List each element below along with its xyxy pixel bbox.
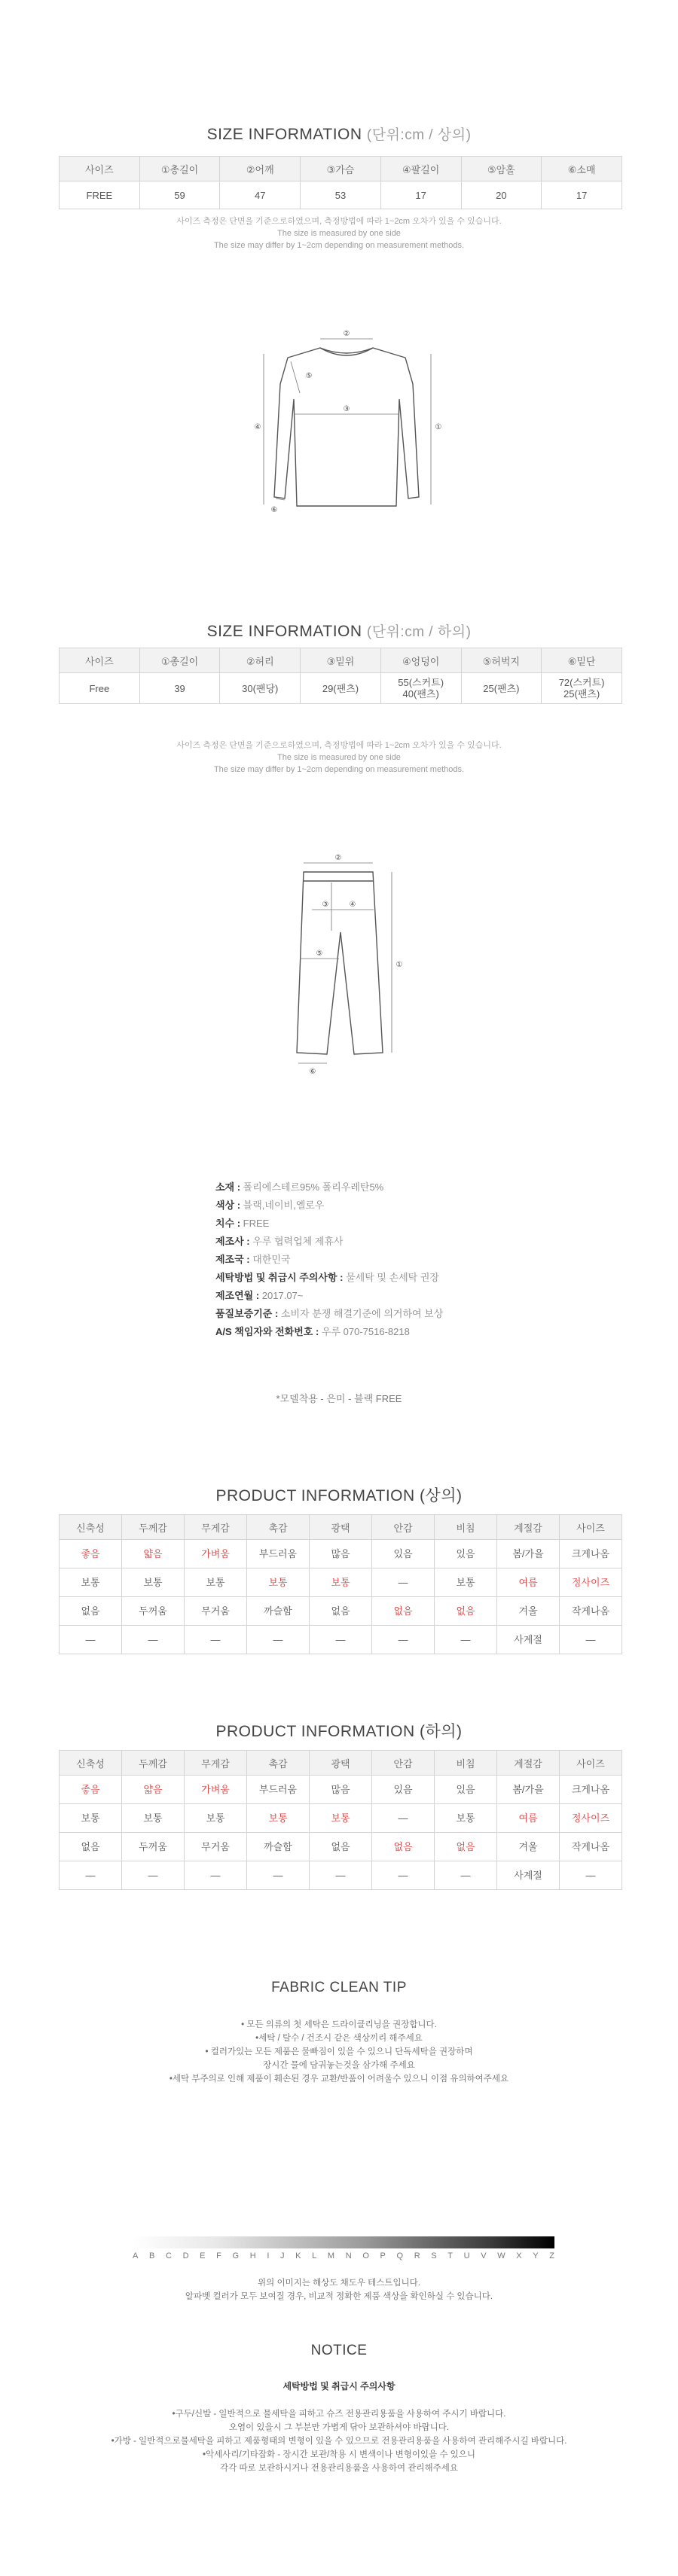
table-header-cell: 촉감 — [247, 1515, 310, 1540]
table-cell: — — [247, 1861, 310, 1890]
fabric-tip-line: •세탁 부주의로 인해 제품이 훼손된 경우 교환/반품이 어려울수 있으니 이점 유의하여주세요 — [169, 2075, 509, 2084]
table-row — [60, 1597, 622, 1626]
table-cell: — — [185, 1626, 247, 1654]
detail-value: 소비자 분쟁 해결기준에 의거하여 보상 — [278, 1308, 444, 1319]
table-cell: 있음 — [435, 1776, 497, 1804]
table-cell: 있음 — [435, 1540, 497, 1568]
color-note-line: 알파벳 컬러가 모두 보여질 경우, 비교적 정확한 제품 색상을 확인하실 수 있습니다. — [185, 2292, 493, 2301]
table-cell: — — [560, 1626, 622, 1654]
table-cell: 가벼움 — [185, 1776, 247, 1804]
color-note-line: 위의 이미지는 해상도 채도우 테스트입니다. — [258, 2279, 420, 2288]
table-cell: 보통 — [185, 1804, 247, 1833]
table-row — [60, 1776, 622, 1804]
product-details — [215, 1178, 637, 1341]
product-bottom-title: PRODUCT INFORMATION (하의) — [215, 1723, 463, 1740]
table-cell: 두꺼움 — [122, 1597, 185, 1626]
table-cell: — — [60, 1626, 122, 1654]
table-cell: 작게나옴 — [560, 1833, 622, 1861]
top-diagram-label-2: ② — [343, 330, 350, 338]
notice-subtitle: 세탁방법 및 취급시 주의사항 — [282, 2381, 396, 2392]
detail-value: 우루 협력업체 제휴사 — [249, 1236, 344, 1247]
table-header-cell: 신축성 — [60, 1515, 122, 1540]
table-cell: — — [372, 1626, 435, 1654]
table-header-cell: 사이즈 — [560, 1751, 622, 1776]
top-size-note-en-1: The size is measured by one side — [277, 229, 401, 238]
table-cell: 55(스커트) 40(팬츠) — [380, 673, 461, 704]
model-note: *모델착용 - 은미 - 블랙 FREE — [276, 1393, 402, 1404]
table-cell: 무거움 — [185, 1597, 247, 1626]
detail-label: 세탁방법 및 취급시 주의사항 : — [215, 1272, 344, 1283]
table-row — [60, 1540, 622, 1568]
table-cell: — — [560, 1861, 622, 1890]
table-header-cell: 무게감 — [185, 1515, 247, 1540]
table-cell: 20 — [461, 181, 542, 209]
notice-line: •구두/신발 - 일반적으로 물세탁을 피하고 슈즈 전용관리용품을 사용하여 주시기 바랍니다. — [172, 2410, 506, 2419]
table-cell: 여름 — [497, 1804, 560, 1833]
table-cell: 얇음 — [122, 1540, 185, 1568]
table-row — [60, 1804, 622, 1833]
table-cell: 29(팬츠) — [301, 673, 381, 704]
bottom-size-note-en-1: The size is measured by one side — [277, 753, 401, 762]
top-size-table — [59, 156, 622, 209]
pants-diagram-label-4: ④ — [349, 901, 356, 909]
table-header-cell: 두께감 — [122, 1515, 185, 1540]
bottom-size-title-text: SIZE INFORMATION — [206, 623, 362, 640]
color-letter: U — [463, 2251, 470, 2260]
color-letter: J — [280, 2251, 285, 2260]
detail-value: 2017.07~ — [259, 1290, 304, 1301]
color-letter: C — [165, 2251, 172, 2260]
bottom-size-section — [0, 620, 678, 641]
table-header-cell: 비침 — [435, 1515, 497, 1540]
table-cell: 없음 — [60, 1833, 122, 1861]
color-letter: F — [216, 2251, 221, 2260]
top-size-section — [0, 123, 678, 144]
table-header-cell: ④팔길이 — [380, 157, 461, 181]
detail-line — [215, 1215, 637, 1233]
table-cell: Free — [60, 673, 140, 704]
table-cell: 여름 — [497, 1568, 560, 1597]
table-header-cell: ⑤암홀 — [461, 157, 542, 181]
color-gradient-bar — [133, 2236, 554, 2248]
pants-diagram-label-2: ② — [334, 854, 342, 862]
table-header-cell: 계절감 — [497, 1515, 560, 1540]
bottom-size-note-ko: 사이즈 측정은 단면을 기준으로하였으며, 측정방법에 따라 1~2cm 오차가 있을 수 있습니다. — [176, 741, 502, 750]
table-header-cell: ⑤허벅지 — [461, 648, 542, 673]
top-size-notes — [0, 215, 678, 252]
table-header-cell: ①총길이 — [139, 648, 220, 673]
color-letter: E — [200, 2251, 206, 2260]
table-cell: 보통 — [435, 1568, 497, 1597]
pants-diagram-label-1: ① — [396, 961, 403, 969]
top-size-title — [0, 123, 678, 144]
table-header-cell: 무게감 — [185, 1751, 247, 1776]
bottom-size-table — [59, 648, 622, 704]
table-header-row — [60, 1751, 622, 1776]
detail-label: A/S 책임자와 전화번호 : — [215, 1326, 319, 1337]
table-cell: 부드러움 — [247, 1540, 310, 1568]
table-cell: 39 — [139, 673, 220, 704]
top-diagram-label-6: ⑥ — [270, 506, 278, 514]
fabric-tip-line: •세탁 / 탈수 / 건조시 같은 색상끼리 해주세요 — [255, 2034, 423, 2043]
fabric-tip-line: 장시간 물에 담궈놓는것을 삼가해 주세요 — [263, 2061, 415, 2070]
color-letter: Q — [396, 2251, 404, 2260]
table-header-row — [60, 157, 622, 181]
table-cell: 없음 — [372, 1833, 435, 1861]
table-cell: 17 — [380, 181, 461, 209]
top-diagram-label-3: ③ — [343, 405, 350, 413]
bottom-size-unit: (단위:cm / 하의) — [366, 624, 472, 640]
detail-label: 색상 : — [215, 1200, 241, 1211]
notice-line: •가방 - 일반적으로물세탁을 피하고 제품형태의 변형이 있을 수 있으므로 전용관리용품을 사용하여 관리해주시길 바랍니다. — [111, 2437, 567, 2446]
detail-label: 소재 : — [215, 1181, 241, 1193]
color-letter: W — [497, 2251, 505, 2260]
color-letter: H — [249, 2251, 256, 2260]
table-cell: 겨울 — [497, 1597, 560, 1626]
detail-value: 블랙,네이비,옐로우 — [240, 1200, 325, 1211]
table-cell: 보통 — [435, 1804, 497, 1833]
table-header-cell: 안감 — [372, 1515, 435, 1540]
top-diagram-label-5: ⑤ — [305, 372, 313, 380]
top-diagram-label-4: ④ — [254, 423, 261, 431]
table-cell: 보통 — [247, 1804, 310, 1833]
table-header-cell: 촉감 — [247, 1751, 310, 1776]
table-cell: 있음 — [372, 1776, 435, 1804]
table-cell: 30(팬당) — [220, 673, 301, 704]
top-garment-diagram — [241, 324, 452, 527]
color-letter: R — [414, 2251, 420, 2260]
table-cell: — — [435, 1861, 497, 1890]
table-cell: 무거움 — [185, 1833, 247, 1861]
table-header-cell: 안감 — [372, 1751, 435, 1776]
detail-value: 물세탁 및 손세탁 권장 — [343, 1272, 439, 1283]
detail-value: 우루 070-7516-8218 — [319, 1326, 410, 1337]
detail-line — [215, 1178, 637, 1197]
table-header-cell: 신축성 — [60, 1751, 122, 1776]
color-notes — [0, 2276, 678, 2303]
color-letter: O — [362, 2251, 369, 2260]
table-header-row — [60, 648, 622, 673]
pants-diagram-label-6: ⑥ — [309, 1068, 316, 1075]
color-letter: T — [447, 2251, 454, 2260]
pants-diagram-label-5: ⑤ — [316, 950, 323, 958]
detail-line — [215, 1287, 637, 1305]
table-cell: 없음 — [310, 1597, 372, 1626]
top-size-unit: (단위:cm / 상의) — [366, 127, 472, 143]
table-cell: 까슬함 — [247, 1597, 310, 1626]
table-cell: 없음 — [310, 1833, 372, 1861]
table-cell: — — [435, 1626, 497, 1654]
notice-line: 각각 따로 보관하시거나 전용관리용품을 사용하여 관리해주세요 — [220, 2464, 458, 2473]
color-letter: A — [133, 2251, 139, 2260]
detail-label: 제조국 : — [215, 1254, 250, 1265]
detail-value: FREE — [240, 1218, 270, 1229]
color-letter: S — [431, 2251, 437, 2260]
table-cell: 크게나옴 — [560, 1776, 622, 1804]
product-bottom-table — [59, 1750, 622, 1890]
table-row — [60, 1626, 622, 1654]
table-cell: 72(스커트) 25(팬츠) — [542, 673, 622, 704]
color-letter: D — [182, 2251, 189, 2260]
table-cell: 봄/가을 — [497, 1776, 560, 1804]
notice-line: 오염이 있을시 그 부분만 가볍게 닦아 보관하셔야 바랍니다. — [228, 2423, 450, 2432]
top-size-note-en-2: The size may differ by 1~2cm depending on measurement methods. — [213, 241, 465, 250]
table-cell: FREE — [60, 181, 140, 209]
table-cell: 보통 — [60, 1568, 122, 1597]
detail-label: 치수 : — [215, 1218, 241, 1229]
table-cell: — — [310, 1861, 372, 1890]
table-cell: 있음 — [372, 1540, 435, 1568]
table-cell: 부드러움 — [247, 1776, 310, 1804]
table-header-cell: ⑥소매 — [542, 157, 622, 181]
table-cell: 좋음 — [60, 1776, 122, 1804]
table-cell: 47 — [220, 181, 301, 209]
table-header-cell: ①총길이 — [139, 157, 220, 181]
color-letter: G — [232, 2251, 240, 2260]
table-header-cell: ②허리 — [220, 648, 301, 673]
table-cell: 53 — [301, 181, 381, 209]
table-cell: 크게나옴 — [560, 1540, 622, 1568]
table-header-cell: ③가슴 — [301, 157, 381, 181]
detail-label: 품질보증기준 : — [215, 1308, 279, 1319]
table-row — [60, 1568, 622, 1597]
color-letter: N — [345, 2251, 352, 2260]
detail-line — [215, 1323, 637, 1341]
table-header-cell: 두께감 — [122, 1751, 185, 1776]
top-size-title-text: SIZE INFORMATION — [206, 126, 362, 143]
color-letter: P — [380, 2251, 386, 2260]
color-letter: V — [481, 2251, 487, 2260]
bottom-size-title — [0, 620, 678, 641]
table-header-cell: ②어깨 — [220, 157, 301, 181]
table-cell: 까슬함 — [247, 1833, 310, 1861]
product-top-title: PRODUCT INFORMATION (상의) — [215, 1487, 463, 1504]
detail-value: 대한민국 — [249, 1254, 291, 1265]
table-cell: — — [372, 1568, 435, 1597]
table-cell: 봄/가을 — [497, 1540, 560, 1568]
color-letter: Y — [533, 2251, 539, 2260]
table-cell: 얇음 — [122, 1776, 185, 1804]
table-header-cell: ③밑위 — [301, 648, 381, 673]
table-header-cell: 광택 — [310, 1751, 372, 1776]
table-cell: 사계절 — [497, 1626, 560, 1654]
color-letter: L — [312, 2251, 317, 2260]
pants-diagram-label-3: ③ — [322, 901, 329, 909]
table-cell: 많음 — [310, 1776, 372, 1804]
table-header-cell: ⑥밑단 — [542, 648, 622, 673]
table-cell: — — [60, 1861, 122, 1890]
table-header-cell: 사이즈 — [60, 157, 140, 181]
table-cell: 없음 — [372, 1597, 435, 1626]
table-cell: — — [122, 1861, 185, 1890]
table-row — [60, 673, 622, 704]
notice-title: NOTICE — [310, 2343, 368, 2358]
table-cell: 많음 — [310, 1540, 372, 1568]
detail-line — [215, 1305, 637, 1323]
table-cell: 작게나옴 — [560, 1597, 622, 1626]
detail-line — [215, 1233, 637, 1251]
pants-diagram — [279, 849, 414, 1075]
table-cell: 정사이즈 — [560, 1804, 622, 1833]
fabric-tip-lines — [0, 2018, 678, 2086]
table-cell: 보통 — [122, 1568, 185, 1597]
table-cell: 보통 — [122, 1804, 185, 1833]
detail-label: 제조연월 : — [215, 1290, 260, 1301]
table-cell: — — [372, 1804, 435, 1833]
table-cell: — — [247, 1626, 310, 1654]
color-letters — [133, 2251, 554, 2260]
detail-line — [215, 1269, 637, 1287]
table-cell: 59 — [139, 181, 220, 209]
table-header-cell: ④엉덩이 — [380, 648, 461, 673]
color-letter: X — [516, 2251, 522, 2260]
detail-label: 제조사 : — [215, 1236, 250, 1247]
table-cell: 정사이즈 — [560, 1568, 622, 1597]
notice-line: •악세사리/기타잡화 - 장시간 보관/착용 시 변색이나 변형이있을 수 있으니 — [203, 2450, 475, 2459]
table-cell: 25(팬츠) — [461, 673, 542, 704]
table-cell: 가벼움 — [185, 1540, 247, 1568]
top-size-note-ko: 사이즈 측정은 단면을 기준으로하였으며, 측정방법에 따라 1~2cm 오차가 있을 수 있습니다. — [176, 217, 502, 226]
table-cell: 없음 — [435, 1833, 497, 1861]
table-cell: — — [185, 1861, 247, 1890]
table-cell: 보통 — [247, 1568, 310, 1597]
top-diagram-label-1: ① — [435, 423, 442, 431]
table-cell: 사계절 — [497, 1861, 560, 1890]
fabric-tip-title: FABRIC CLEAN TIP — [271, 1980, 407, 1995]
detail-line — [215, 1251, 637, 1269]
bottom-size-notes — [0, 739, 678, 776]
color-letter: K — [295, 2251, 301, 2260]
color-letter: I — [267, 2251, 270, 2260]
color-letter: Z — [549, 2251, 554, 2260]
table-cell: 없음 — [435, 1597, 497, 1626]
table-cell: 없음 — [60, 1597, 122, 1626]
table-cell: — — [122, 1626, 185, 1654]
product-top-table — [59, 1514, 622, 1654]
table-cell: 보통 — [185, 1568, 247, 1597]
notice-lines — [0, 2407, 678, 2475]
table-cell: 좋음 — [60, 1540, 122, 1568]
color-letter: B — [148, 2251, 155, 2260]
table-cell: 17 — [542, 181, 622, 209]
table-cell: 보통 — [310, 1804, 372, 1833]
table-row — [60, 181, 622, 209]
table-header-row — [60, 1515, 622, 1540]
color-letter: M — [327, 2251, 335, 2260]
table-cell: 두꺼움 — [122, 1833, 185, 1861]
table-cell: 겨울 — [497, 1833, 560, 1861]
table-header-cell: 사이즈 — [560, 1515, 622, 1540]
table-cell: 보통 — [310, 1568, 372, 1597]
table-header-cell: 광택 — [310, 1515, 372, 1540]
table-header-cell: 계절감 — [497, 1751, 560, 1776]
table-cell: — — [310, 1626, 372, 1654]
bottom-size-note-en-2: The size may differ by 1~2cm depending on measurement methods. — [213, 765, 465, 774]
table-row — [60, 1861, 622, 1890]
table-header-cell: 비침 — [435, 1751, 497, 1776]
table-header-cell: 사이즈 — [60, 648, 140, 673]
table-row — [60, 1833, 622, 1861]
detail-line — [215, 1197, 637, 1215]
table-cell: 보통 — [60, 1804, 122, 1833]
table-cell: — — [372, 1861, 435, 1890]
detail-value: 폴리에스테르95% 폴리우레탄5% — [240, 1181, 384, 1193]
fabric-tip-line: • 모든 의류의 첫 세탁은 드라이클리닝을 권장합니다. — [241, 2020, 437, 2029]
fabric-tip-line: • 컬러가있는 모든 제품은 물빠짐이 있을 수 있으니 단독세탁을 권장하며 — [205, 2047, 473, 2056]
